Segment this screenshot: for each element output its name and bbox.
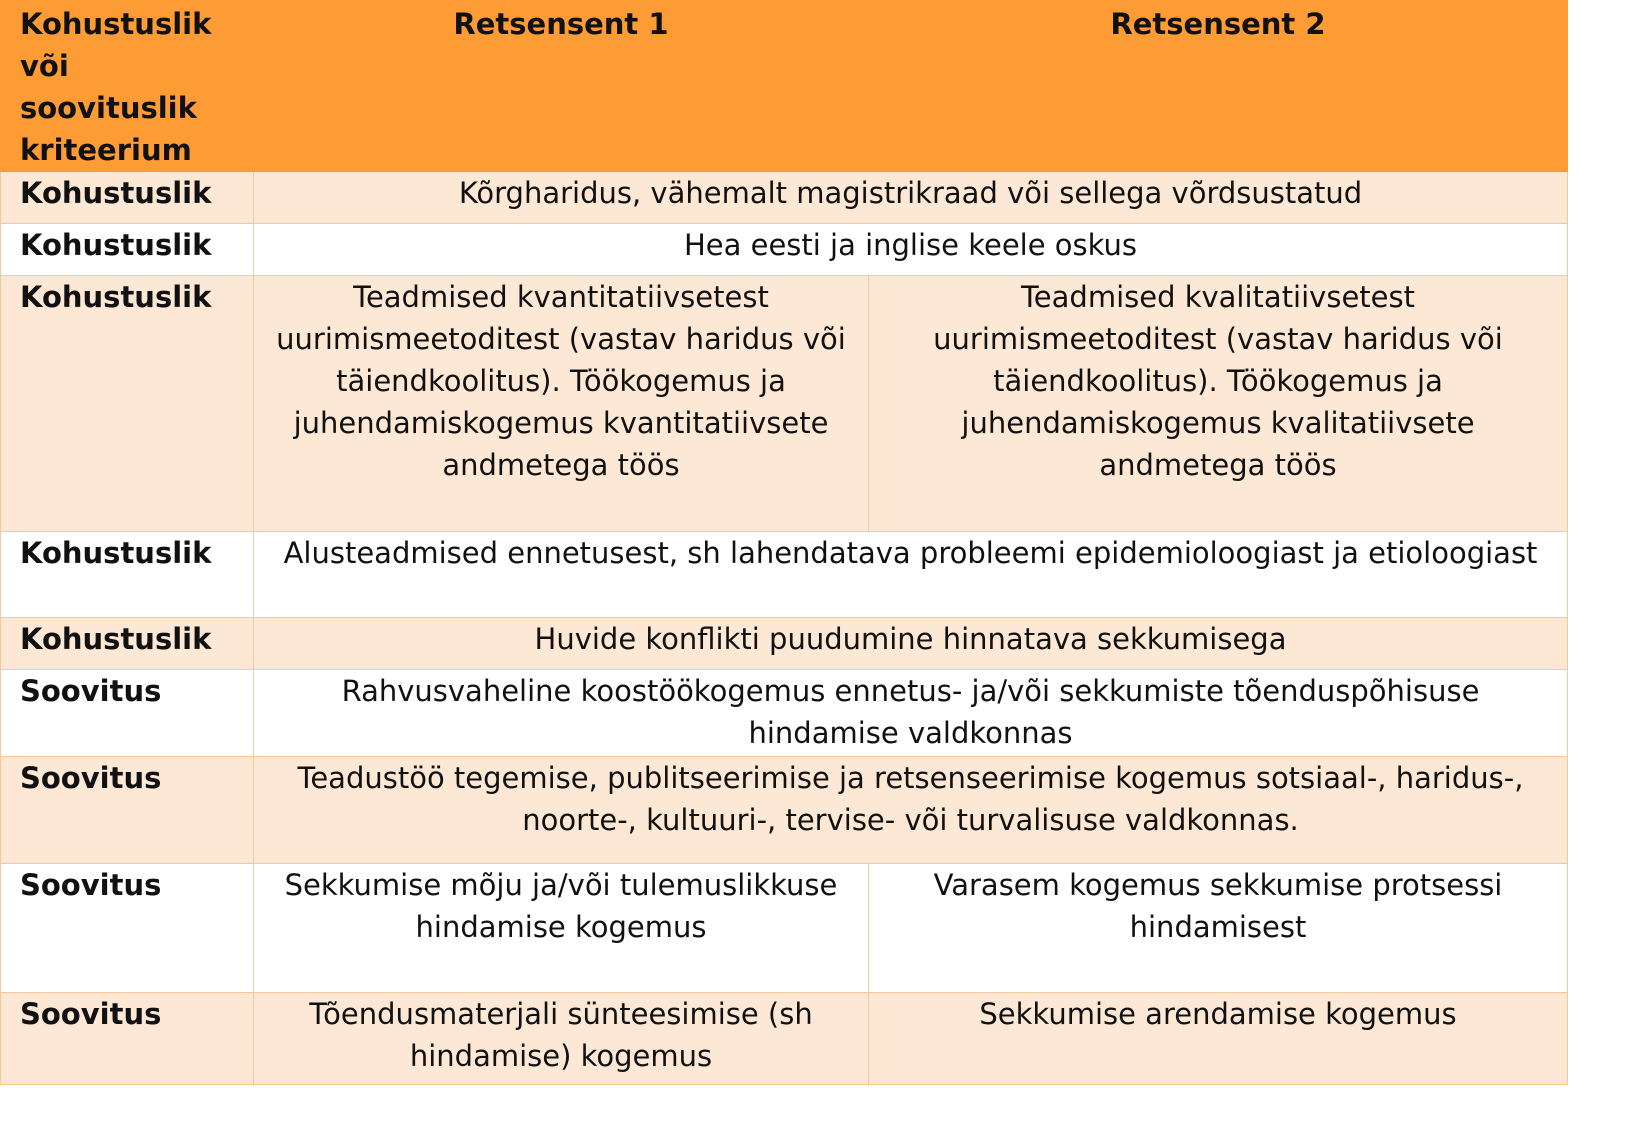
criterion-type: Kohustuslik: [1, 276, 254, 532]
criterion-type: Kohustuslik: [1, 172, 254, 224]
table-header-row: [1, 1, 1568, 172]
header-reviewer-2: Retsensent 2: [869, 1, 1568, 172]
criterion-type: Soovitus: [1, 757, 254, 864]
requirement-reviewer-1: Teadmised kvantitatiivsetest uurimismeetoditest (vastav haridus või täiendkoolitus). Töökogemus ja juhendamiskogemus kvantitatiivsete andmetega töös: [254, 276, 869, 532]
table-row: [1, 670, 1568, 757]
table-row: [1, 532, 1568, 618]
requirement-shared: Hea eesti ja inglise keele oskus: [254, 224, 1568, 276]
requirement-shared: Huvide konflikti puudumine hinnatava sekkumisega: [254, 618, 1568, 670]
header-criterion: Kohustuslik või soovituslik kriteerium: [1, 1, 254, 172]
requirement-reviewer-1: Sekkumise mõju ja/või tulemuslikkuse hindamise kogemus: [254, 864, 869, 993]
requirement-shared: Teadustöö tegemise, publitseerimise ja retsenseerimise kogemus sotsiaal-, haridus-, noorte-, kultuuri-, tervise- või turvalisuse valdkonnas.: [254, 757, 1568, 864]
criterion-type: Soovitus: [1, 993, 254, 1085]
criterion-type: Kohustuslik: [1, 532, 254, 618]
header-reviewer-1: Retsensent 1: [254, 1, 869, 172]
requirement-reviewer-2: Sekkumise arendamise kogemus: [869, 993, 1568, 1085]
table-row: [1, 618, 1568, 670]
table-row: [1, 172, 1568, 224]
table-row: [1, 276, 1568, 532]
criterion-type: Kohustuslik: [1, 618, 254, 670]
requirement-shared: Alusteadmised ennetusest, sh lahendatava probleemi epidemioloogiast ja etioloogiast: [254, 532, 1568, 618]
requirement-reviewer-2: Teadmised kvalitatiivsetest uurimismeetoditest (vastav haridus või täiendkoolitus). Töökogemus ja juhendamiskogemus kvalitatiivsete andmetega töös: [869, 276, 1568, 532]
criterion-type: Soovitus: [1, 864, 254, 993]
table-row: [1, 993, 1568, 1085]
table-row: [1, 757, 1568, 864]
table-row: [1, 864, 1568, 993]
requirement-reviewer-2: Varasem kogemus sekkumise protsessi hindamisest: [869, 864, 1568, 993]
criterion-type: Soovitus: [1, 670, 254, 757]
criterion-type: Kohustuslik: [1, 224, 254, 276]
requirement-shared: Rahvusvaheline koostöökogemus ennetus- ja/või sekkumiste tõenduspõhisuse hindamise valdkonnas: [254, 670, 1568, 757]
requirement-reviewer-1: Tõendusmaterjali sünteesimise (sh hindamise) kogemus: [254, 993, 869, 1085]
table-row: [1, 224, 1568, 276]
requirement-shared: Kõrgharidus, vähemalt magistrikraad või sellega võrdsustatud: [254, 172, 1568, 224]
